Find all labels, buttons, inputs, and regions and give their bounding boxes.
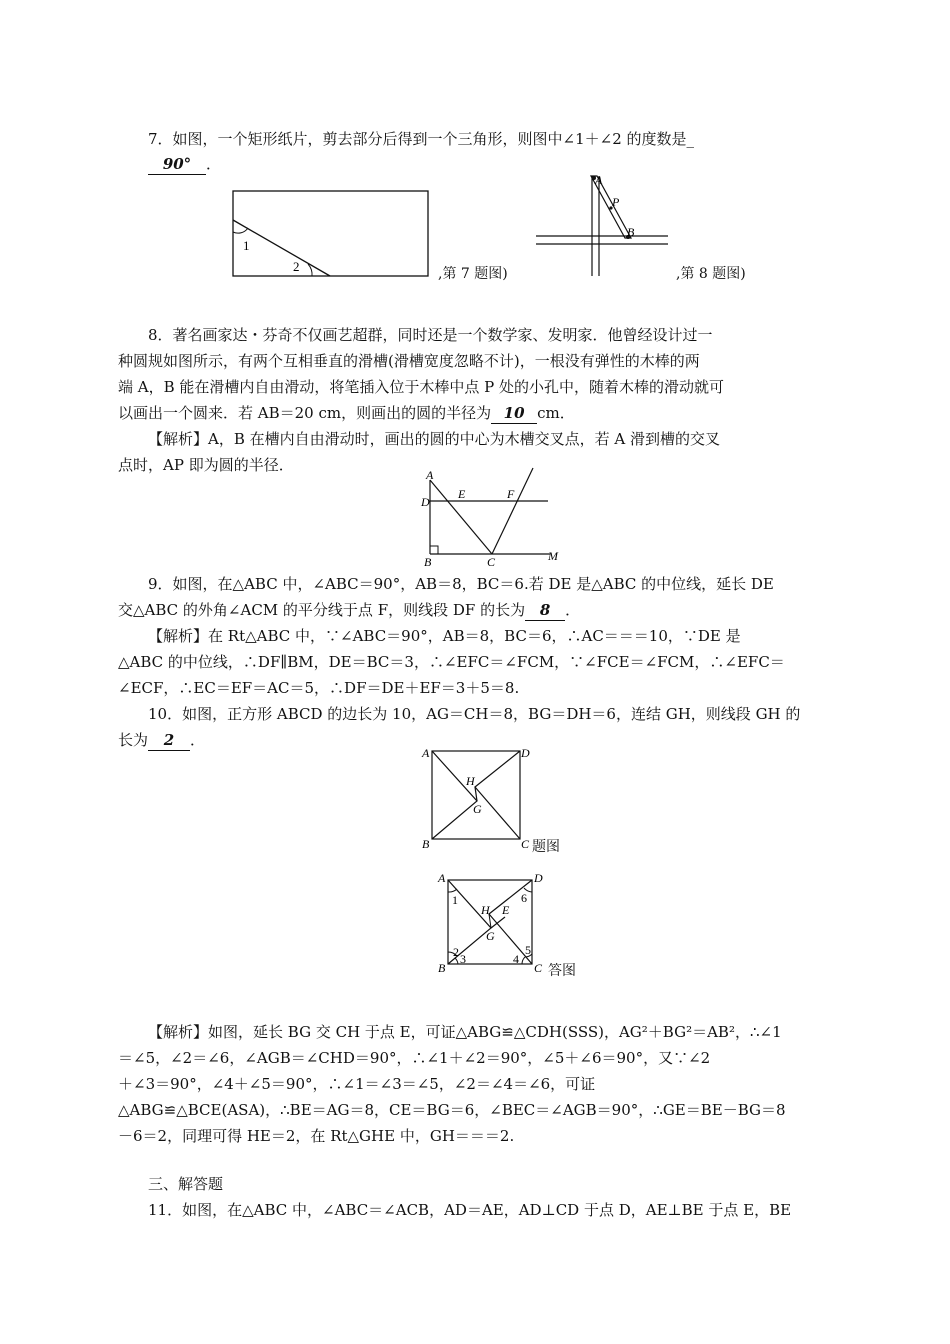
q10-fig2-label-4: 4 [513, 952, 519, 966]
q10-fig2-label-5: 5 [525, 943, 531, 957]
section3-title: 三、解答题 [148, 1175, 224, 1193]
q9-analysis-3: ∠ECF，∴EC＝EF＝AC＝5，∴DF＝DE＋EF＝3＋5＝8. [118, 679, 520, 697]
q10-fig2-label-h: H [481, 903, 490, 917]
q7-answer: 90° [148, 154, 206, 175]
q9-line1: 9．如图，在△ABC 中，∠ABC＝90°，AB＝8，BC＝6.若 DE 是△ABC 的中位线，延长 DE [148, 575, 774, 593]
q9-fig-label-f: F [507, 487, 515, 501]
q8-line3: 端 A，B 能在滑槽内自由滑动，将笔插入位于木棒中点 P 处的小孔中，随着木棒的滑动就可 [118, 378, 725, 396]
q10-fig2-label-c: C [534, 961, 543, 975]
q9-answer: 8 [525, 600, 565, 621]
q10-analysis-5: －6＝2，同理可得 HE＝2，在 Rt△GHE 中，GH＝＝＝2. [118, 1127, 515, 1145]
q10-fig1-label-g: G [473, 802, 482, 816]
q7-line2: 90° ． [148, 154, 221, 175]
q9-fig-label-b: B [424, 555, 432, 569]
q10-analysis-4: △ABG≌△BCE(ASA)，∴BE＝AG＝8，CE＝BG＝6，∠BEC＝∠AGB＝90°，∴GE＝BE－BG＝8 [118, 1101, 786, 1119]
q10-line2: 长为 2 ． [118, 731, 206, 749]
q10-fig2-label-2: 2 [453, 945, 459, 959]
q10-answer: 2 [148, 730, 190, 751]
q10-analysis-1: 【解析】如图，延长 BG 交 CH 于点 E，可证△ABG≌△CDH(SSS)，AG²＋BG²＝AB²，∴∠1 [148, 1023, 782, 1041]
q10-fig2-label-b: B [438, 961, 446, 975]
q7-fig-label-1: 1 [243, 238, 250, 253]
q8-answer: 10 [491, 403, 537, 424]
q10-fig1-caption: 题图 [532, 839, 560, 855]
q10-fig1-label-c: C [521, 837, 530, 851]
q9-fig-label-d: D [421, 495, 430, 509]
q11-line1: 11．如图，在△ABC 中，∠ABC＝∠ACB，AD＝AE，AD⊥CD 于点 D，AE⊥BE 于点 E，BE [148, 1201, 792, 1219]
q8-figure [536, 172, 676, 280]
q8-line2: 种圆规如图所示，有两个互相垂直的滑槽(滑槽宽度忽略不计)，一根没有弹性的木棒的两 [118, 352, 700, 370]
q8-analysis-2: 点时，AP 即为圆的半径． [118, 456, 294, 474]
q7-line1: 7．如图，一个矩形纸片，剪去部分后得到一个三角形，则图中∠1＋∠2 的度数是_ [148, 130, 695, 148]
q9-analysis-1: 【解析】在 Rt△ABC 中，∵∠ABC＝90°，AB＝8，BC＝6，∴AC＝＝＝10，∵DE 是 [148, 627, 741, 645]
q7-caption: ,第 7 题图) [438, 266, 508, 282]
q10-fig2-label-6: 6 [521, 891, 527, 905]
q8-fig-label-b: B [627, 225, 635, 239]
q8-analysis-1: 【解析】A，B 在槽内自由滑动时，画出的圆的中心为木槽交叉点，若 A 滑到槽的交叉 [148, 430, 720, 448]
q10-answer-figure [436, 868, 548, 976]
q10-fig1-label-h: H [466, 774, 475, 788]
q7-figure [228, 188, 438, 280]
q10-analysis-3: ＋∠3＝90°，∠4＋∠5＝90°，∴∠1＝∠3＝∠5，∠2＝∠4＝∠6，可证 [118, 1075, 596, 1093]
q9-line2: 交△ABC 的外角∠ACM 的平分线于点 F，则线段 DF 的长为 8 ． [118, 601, 581, 619]
q10-line1: 10．如图，正方形 ABCD 的边长为 10，AG＝CH＝8，BG＝DH＝6，连结 GH，则线段 GH 的 [148, 705, 801, 723]
q10-fig2-label-g: G [486, 929, 495, 943]
q10-question-figure [420, 745, 530, 857]
q9-fig-label-e: E [458, 487, 466, 501]
q8-fig-label-p: P [612, 195, 620, 209]
q8-caption: ,第 8 题图) [676, 266, 746, 282]
q9-fig-label-c: C [487, 555, 496, 569]
q9-fig-label-m: M [548, 549, 558, 563]
q10-analysis-2: ＝∠5，∠2＝∠6，∠AGB＝∠CHD＝90°，∴∠1＋∠2＝90°，∠5＋∠6＝90°，又∵∠2 [118, 1049, 711, 1067]
q9-analysis-2: △ABC 的中位线，∴DF∥BM，DE＝BC＝3，∴∠EFC＝∠FCM，∵∠FCE＝∠FCM，∴∠EFC＝ [118, 653, 785, 671]
q10-fig2-label-d: D [534, 871, 543, 885]
q9-fig-label-a: A [426, 468, 434, 482]
q10-fig2-label-a: A [438, 871, 446, 885]
q10-fig1-label-b: B [422, 837, 430, 851]
q8-line4: 以画出一个圆来．若 AB＝20 cm，则画出的圆的半径为 10 cm． [118, 404, 575, 422]
q9-figure [420, 468, 570, 569]
q10-fig1-label-d: D [521, 746, 530, 760]
q8-line1: 8．著名画家达・芬奇不仅画艺超群，同时还是一个数学家、发明家．他曾经设计过一 [148, 326, 713, 344]
q10-fig2-caption: 答图 [548, 963, 576, 979]
q10-fig2-label-e: E [502, 903, 510, 917]
q7-fig-label-2: 2 [293, 259, 300, 274]
q10-fig2-label-1: 1 [452, 893, 458, 907]
q10-fig1-label-a: A [422, 746, 430, 760]
q8-fig-label-a: A [595, 173, 603, 187]
q10-fig2-label-3: 3 [460, 952, 466, 966]
